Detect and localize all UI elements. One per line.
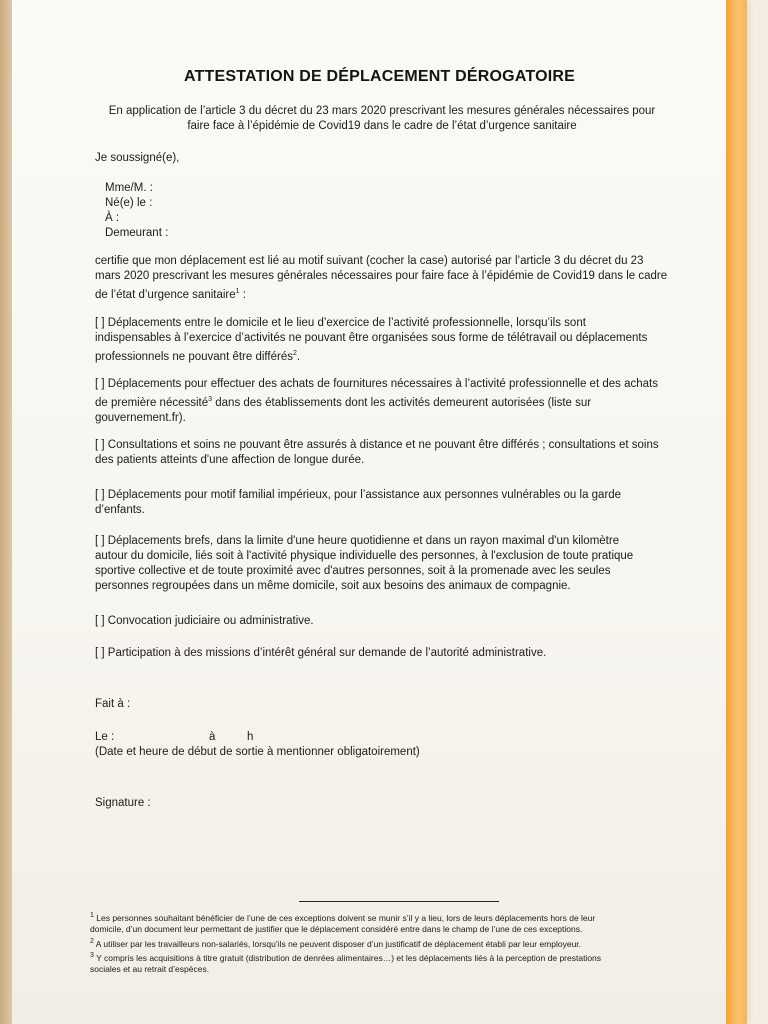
- reason-line: indispensables à l’exercice d’activités ne pouvant être organisées sous forme de télétravail ou déplacements: [95, 332, 648, 344]
- footnote-ref: 3: [208, 396, 213, 403]
- reason-line: [ ] Consultations et soins ne pouvant être assurés à distance et ne pouvant être différés ; consultations et soins: [95, 439, 659, 451]
- reason-mission[interactable]: [95, 646, 695, 661]
- footnote-mark: 2: [90, 937, 94, 945]
- reason-line-text: de première nécessité: [95, 396, 209, 409]
- reason-work[interactable]: [95, 316, 695, 365]
- birth-date-label: Né(e) le :: [105, 197, 153, 209]
- footnote-ref: 2: [292, 350, 297, 357]
- footnote-text: A utiliser par les travailleurs non-salariés, lorsqu’ils ne peuvent disposer d’un justificatif de déplacement établi par leur employeur.: [93, 938, 582, 949]
- certify-line: certifie que mon déplacement est lié au motif suivant (cocher la case) autorisé par l’article 3 du décret du 23: [95, 255, 644, 267]
- at-label: à: [209, 731, 216, 743]
- reason-judicial[interactable]: [95, 614, 695, 629]
- footnote-3: [90, 950, 710, 964]
- footnote-text: Y compris les acquisitions à titre gratuit (distribution de denrées alimentaires…) et les déplacements liés à la perception de prestations: [93, 952, 602, 963]
- footnote-ref: 1: [235, 288, 240, 295]
- reason-line: [95, 392, 695, 411]
- document-title: ATTESTATION DE DÉPLACEMENT DÉROGATOIRE: [183, 68, 575, 85]
- hour-label: h: [247, 731, 254, 743]
- date-label: Le :: [95, 731, 115, 743]
- reason-line: [ ] Participation à des missions d’intérêt général sur demande de l’autorité administrative.: [95, 647, 547, 659]
- identity-block: [105, 181, 705, 241]
- reason-line: d’enfants.: [95, 504, 145, 516]
- reason-exercise[interactable]: [95, 534, 695, 594]
- reason-line-text: dans des établissements dont les activités demeurent autorisées (liste sur: [212, 396, 592, 409]
- footnote-2: [90, 936, 710, 950]
- intro-text: Je soussigné(e),: [95, 152, 180, 164]
- document-subtitle: [92, 104, 672, 134]
- page-edge-decoration: [726, 0, 747, 1024]
- footnote-mark: 3: [90, 952, 94, 960]
- footnote-1-cont: domicile, d’un document leur permettant de justifier que le déplacement considéré entre dans le champ de l’une de ces exceptions.: [90, 924, 583, 935]
- reason-line: [95, 346, 695, 365]
- reason-line: [ ] Déplacements pour effectuer des achats de fournitures nécessaires à l’activité professionnelle et des achats: [95, 378, 658, 390]
- address-label: Demeurant :: [105, 227, 169, 239]
- footnote-divider: [299, 901, 499, 902]
- reason-line: [ ] Déplacements pour motif familial impérieux, pour l’assistance aux personnes vulnérables ou la garde: [95, 489, 622, 501]
- document-page: [12, 0, 747, 1024]
- signature-label: Signature :: [95, 797, 151, 809]
- reason-line-text: professionnels ne pouvant être différés: [95, 350, 293, 363]
- date-line: [95, 730, 695, 745]
- footnote-mark: 1: [90, 912, 94, 919]
- reason-line-end: .: [296, 350, 301, 363]
- subtitle-line: En application de l’article 3 du décret du 23 mars 2020 prescrivant les mesures générales nécessaires pour: [108, 105, 656, 117]
- footnote-3-cont: sociales et au retrait d’espèces.: [90, 964, 210, 975]
- certify-line: [95, 284, 695, 303]
- birth-place-label: À :: [105, 212, 120, 224]
- reason-line: autour du domicile, liés soit à l'activité physique individuelle des personnes, à l'exclusion de toute pratique: [95, 550, 634, 562]
- footnote-1: [90, 910, 710, 924]
- certify-line-end: :: [239, 288, 246, 301]
- certify-line: mars 2020 prescrivant les mesures générales nécessaires pour faire face à l’épidémie de Covid19 dans le cadre: [95, 270, 668, 282]
- subtitle-line: faire face à l’épidémie de Covid19 dans le cadre de l’état d’urgence sanitaire: [187, 120, 577, 132]
- reason-health[interactable]: [95, 438, 695, 468]
- certify-line-text: de l’état d’urgence sanitaire: [95, 288, 236, 301]
- reason-line: des patients atteints d'une affection de longue durée.: [95, 454, 365, 466]
- reason-line: [ ] Déplacements brefs, dans la limite d'une heure quotidienne et dans un rayon maximal d'un kilomètre: [95, 535, 620, 547]
- reason-shopping[interactable]: [95, 377, 695, 426]
- made-at-label: Fait à :: [95, 698, 131, 710]
- reason-line: [ ] Convocation judiciaire ou administrative.: [95, 615, 314, 627]
- reason-line: sportive collective et de toute proximité avec d'autres personnes, soit à la promenade avec les seules: [95, 565, 611, 577]
- reason-line: [ ] Déplacements entre le domicile et le lieu d’exercice de l’activité professionnelle, lorsqu’ils sont: [95, 317, 586, 329]
- date-note: (Date et heure de début de sortie à mentionner obligatoirement): [95, 746, 420, 758]
- footnote-text: Les personnes souhaitant bénéficier de l’une de ces exceptions doivent se munir s’il y a lieu, lors de leurs déplacements hors de leur: [93, 912, 596, 923]
- name-label: Mme/M. :: [105, 182, 153, 194]
- reason-family[interactable]: [95, 488, 695, 518]
- reason-line: gouvernement.fr).: [95, 411, 186, 424]
- footnotes: [90, 910, 710, 976]
- reason-line: personnes regroupées dans un même domicile, soit aux besoins des animaux de compagnie.: [95, 580, 571, 592]
- certify-paragraph: [95, 254, 695, 303]
